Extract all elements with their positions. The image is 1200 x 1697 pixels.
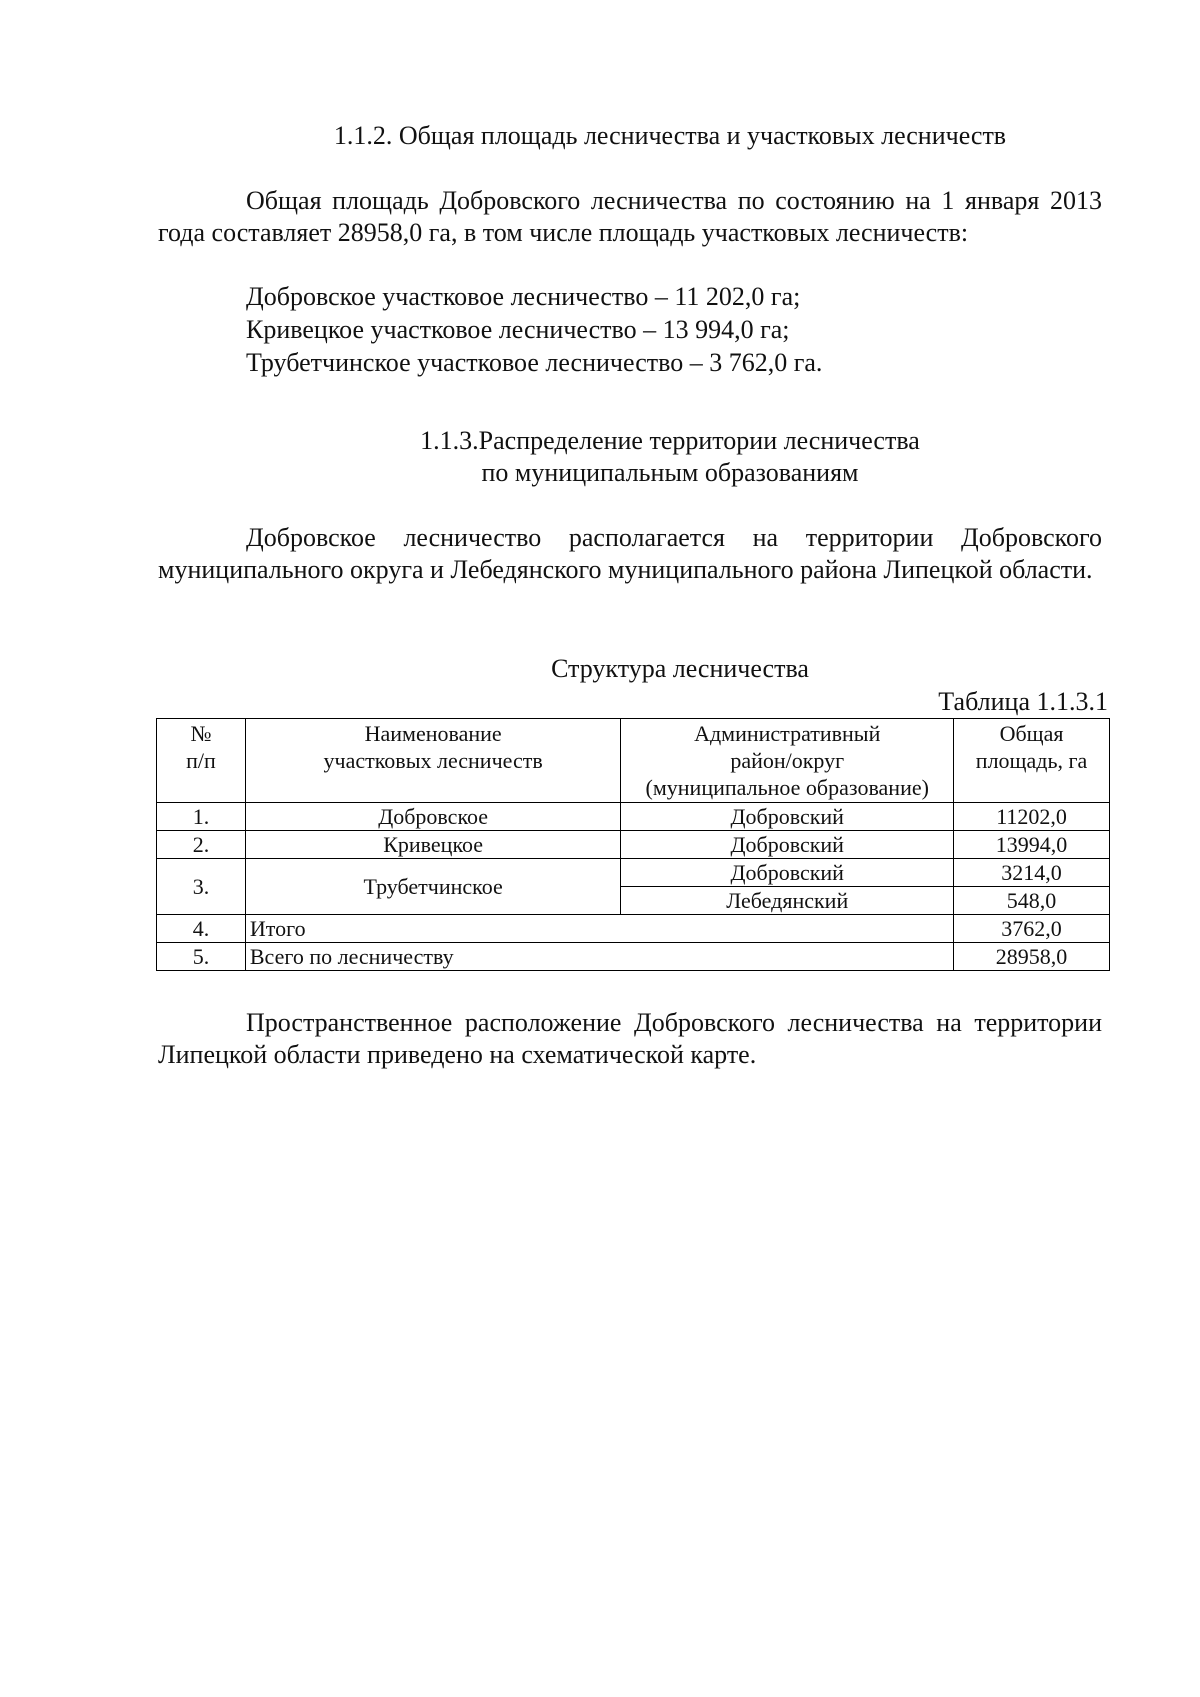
section-heading-line: 1.1.3.Распределение территории лесничества — [420, 426, 920, 455]
cell-num: 3. — [157, 859, 246, 915]
cell-name: Кривецкое — [245, 831, 621, 859]
location-paragraph-text: Добровское лесничество располагается на территории Добровского муниципального округа и Лебедянского муниципального района Липецкой области. — [158, 523, 1102, 584]
cell-num: 1. — [157, 803, 246, 831]
cell-district: Добровский — [621, 803, 954, 831]
cell-name: Итого — [245, 915, 953, 943]
area-paragraph-text: Общая площадь Добровского лесничества по состоянию на 1 января 2013 года составляет 28958,0 га, в том числе площадь участковых лесничеств: — [158, 186, 1102, 247]
header-text: Наименование — [364, 721, 502, 746]
header-text: (муниципальное образование) — [645, 775, 929, 800]
cell-district: Добровский — [621, 859, 954, 887]
table-row — [157, 915, 1110, 943]
cell-name: Добровское — [245, 803, 621, 831]
cell-area: 3214,0 — [954, 859, 1110, 887]
closing-paragraph — [158, 1007, 1102, 1071]
header-num — [157, 719, 246, 803]
header-text: Административный — [694, 721, 881, 746]
list-item: Добровское участковое лесничество – 11 202,0 га; — [246, 282, 801, 311]
header-text: участковых лесничеств — [323, 748, 543, 773]
cell-area: 3762,0 — [954, 915, 1110, 943]
cell-district: Лебедянский — [621, 887, 954, 915]
list-item: Кривецкое участковое лесничество – 13 994,0 га; — [246, 315, 790, 344]
section-heading-1-1-2: 1.1.2. Общая площадь лесничества и участковых лесничеств — [333, 121, 1007, 150]
table-header-row — [157, 719, 1110, 803]
cell-name: Всего по лесничеству — [245, 943, 953, 971]
header-area — [954, 719, 1110, 803]
section-heading-line: по муниципальным образованиям — [481, 458, 859, 487]
header-name — [245, 719, 621, 803]
district-area-list — [246, 280, 822, 379]
table-row — [157, 831, 1110, 859]
cell-num: 2. — [157, 831, 246, 859]
header-text: площадь, га — [975, 748, 1088, 773]
cell-area: 11202,0 — [954, 803, 1110, 831]
cell-area: 13994,0 — [954, 831, 1110, 859]
table-number: Таблица 1.1.3.1 — [938, 687, 1108, 716]
area-paragraph — [158, 185, 1102, 249]
table-row — [157, 803, 1110, 831]
closing-paragraph-text: Пространственное расположение Добровского лесничества на территории Липецкой области приведено на схематической карте. — [158, 1008, 1102, 1069]
cell-area: 548,0 — [954, 887, 1110, 915]
cell-num: 4. — [157, 915, 246, 943]
header-text: № — [190, 721, 212, 746]
header-text: район/округ — [730, 748, 845, 773]
header-text: п/п — [186, 748, 216, 773]
forestry-structure-table — [156, 718, 1110, 971]
header-text: Общая — [999, 721, 1064, 746]
header-district — [621, 719, 954, 803]
cell-name: Трубетчинское — [245, 859, 621, 915]
table-caption: Структура лесничества — [551, 654, 809, 683]
cell-area: 28958,0 — [954, 943, 1110, 971]
table-row — [157, 943, 1110, 971]
list-item: Трубетчинское участковое лесничество – 3 762,0 га. — [246, 348, 823, 377]
cell-district: Добровский — [621, 831, 954, 859]
cell-num: 5. — [157, 943, 246, 971]
section-heading-1-1-3 — [0, 425, 1200, 489]
location-paragraph — [158, 522, 1102, 586]
table-row — [157, 859, 1110, 887]
